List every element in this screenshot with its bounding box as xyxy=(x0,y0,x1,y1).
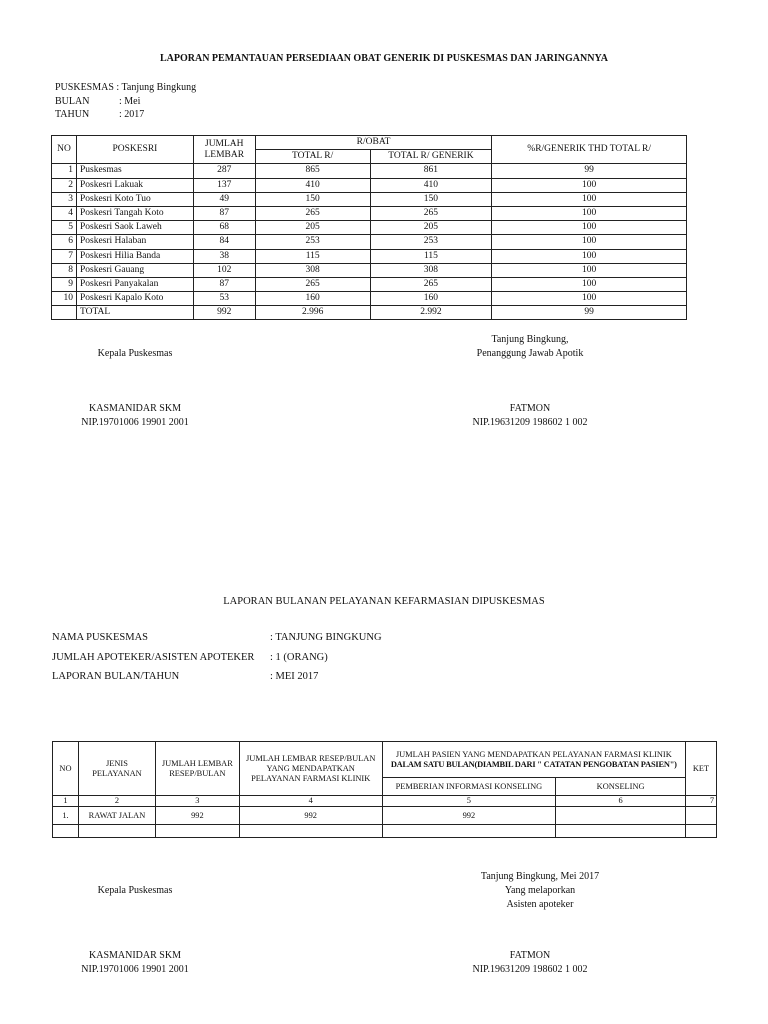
cell-no: 5 xyxy=(52,221,77,235)
table-row xyxy=(52,263,687,277)
cell-generik: 205 xyxy=(370,221,492,235)
table-row xyxy=(52,178,687,192)
cell-name: Poskesri Hilia Banda xyxy=(76,249,193,263)
cell-pct: 100 xyxy=(492,263,687,277)
cell-total: 150 xyxy=(255,192,370,206)
r1-right-name: FATMON xyxy=(509,403,551,414)
cell-name: Poskesri Tangah Koto xyxy=(76,206,193,220)
cell-name: Poskesri Kapalo Koto xyxy=(76,292,193,306)
header-total-r-generik: TOTAL R/ GENERIK xyxy=(370,150,492,164)
tahun-label: TAHUN xyxy=(55,109,90,121)
cell-lembar: 68 xyxy=(193,221,255,235)
cell-jenis: RAWAT JALAN xyxy=(78,807,155,825)
cell-total: 410 xyxy=(255,178,370,192)
cell-no: 10 xyxy=(52,292,77,306)
cell-lembar: 287 xyxy=(193,164,255,178)
cell-konseling xyxy=(556,807,686,825)
r1-left-role: Kepala Puskesmas xyxy=(97,348,173,359)
cell-no: 8 xyxy=(52,263,77,277)
h-pasien xyxy=(382,742,685,778)
puskesmas-value: : Tanjung Bingkung xyxy=(116,82,197,93)
h-jenis: JENIS PELAYANAN xyxy=(78,742,155,796)
table-row xyxy=(52,192,687,206)
r2-right-nip: NIP.19631209 198602 1 002 xyxy=(472,964,588,975)
report1-title: LAPORAN PEMANTAUAN PERSEDIAAN OBAT GENERIK DI PUSKESMAS DAN JARINGANNYA xyxy=(159,53,608,64)
cell-lembar: 84 xyxy=(193,235,255,249)
cell-pct: 100 xyxy=(492,221,687,235)
jumlah-label: JUMLAH APOTEKER/ASISTEN APOTEKER xyxy=(52,651,255,663)
r1-right-nip: NIP.19631209 198602 1 002 xyxy=(472,417,588,428)
cell-no: 1. xyxy=(53,807,79,825)
laporan-label: LAPORAN BULAN/TAHUN xyxy=(52,671,180,682)
colnum: 4 xyxy=(239,796,382,807)
table-row xyxy=(52,277,687,291)
cell-name: TOTAL xyxy=(76,306,193,320)
cell-total: 115 xyxy=(255,249,370,263)
obat-generik-table xyxy=(51,135,687,320)
cell-no: 1 xyxy=(52,164,77,178)
cell-total: 308 xyxy=(255,263,370,277)
cell-name: Poskesri Halaban xyxy=(76,235,193,249)
cell-total: 253 xyxy=(255,235,370,249)
cell-pct: 100 xyxy=(492,235,687,249)
cell-pio: 992 xyxy=(382,807,556,825)
h-no: NO xyxy=(53,742,79,796)
bulan-value: : Mei xyxy=(119,95,141,107)
table-row xyxy=(52,164,687,178)
cell-no: 9 xyxy=(52,277,77,291)
bulan-label: BULAN xyxy=(55,95,90,107)
r1-left-name: KASMANIDAR SKM xyxy=(89,403,181,414)
cell-name: Poskesri Saok Laweh xyxy=(76,221,193,235)
cell-no: 2 xyxy=(52,178,77,192)
cell-lembar: 53 xyxy=(193,292,255,306)
header-jumlah-lembar: JUMLAH LEMBAR xyxy=(193,136,255,164)
r1-right-role: Penanggung Jawab Apotik xyxy=(476,348,584,359)
table-header-row xyxy=(53,742,717,778)
cell-total: 265 xyxy=(255,277,370,291)
cell-pct: 100 xyxy=(492,192,687,206)
r2-right-role2: Asisten apoteker xyxy=(506,899,574,910)
h-ket: KET xyxy=(685,742,716,796)
cell-lembar: 49 xyxy=(193,192,255,206)
cell-generik: 2.992 xyxy=(370,306,492,320)
report2-info xyxy=(52,628,382,687)
cell-no: 4 xyxy=(52,206,77,220)
table-row xyxy=(52,249,687,263)
cell-klinik: 992 xyxy=(239,807,382,825)
cell-pct: 100 xyxy=(492,292,687,306)
h-lembar-klinik: JUMLAH LEMBAR RESEP/BULAN YANG MENDAPATKAN PELAYANAN FARMASI KLINIK xyxy=(239,742,382,796)
cell-name: Poskesri Panyakalan xyxy=(76,277,193,291)
cell-name: Poskesri Lakuak xyxy=(76,178,193,192)
colnum: 1 xyxy=(53,796,79,807)
cell-total: 160 xyxy=(255,292,370,306)
cell-generik: 160 xyxy=(370,292,492,306)
table-row-empty xyxy=(53,825,717,838)
r2-right-place: Tanjung Bingkung, Mei 2017 xyxy=(480,871,600,882)
h-pasien-sub: DALAM SATU BULAN(DIAMBIL DARI " CATATAN PENGOBATAN PASIEN") xyxy=(390,759,677,769)
cell-generik: 115 xyxy=(370,249,492,263)
cell-lembar: 992 xyxy=(193,306,255,320)
jumlah-value: : 1 (ORANG) xyxy=(270,651,328,663)
table-header-row xyxy=(52,136,687,150)
r2-right-role1: Yang melaporkan xyxy=(504,885,576,896)
cell-lembar: 992 xyxy=(155,807,239,825)
h-pasien-title: JUMLAH PASIEN YANG MENDAPATKAN PELAYANAN FARMASI KLINIK xyxy=(395,749,672,759)
cell-pct: 99 xyxy=(492,164,687,178)
cell-generik: 253 xyxy=(370,235,492,249)
cell-generik: 410 xyxy=(370,178,492,192)
cell-generik: 861 xyxy=(370,164,492,178)
cell-total: 265 xyxy=(255,206,370,220)
cell-lembar: 102 xyxy=(193,263,255,277)
header-poskesri: POSKESRI xyxy=(76,136,193,164)
table-row xyxy=(52,235,687,249)
colnum: 3 xyxy=(155,796,239,807)
cell-total: 2.996 xyxy=(255,306,370,320)
cell-lembar: 137 xyxy=(193,178,255,192)
cell-lembar: 38 xyxy=(193,249,255,263)
cell-generik: 308 xyxy=(370,263,492,277)
table-row xyxy=(52,206,687,220)
header-pct: %R/GENERIK THD TOTAL R/ xyxy=(492,136,687,164)
cell-total: 865 xyxy=(255,164,370,178)
cell-generik: 265 xyxy=(370,206,492,220)
cell-name: Poskesri Koto Tuo xyxy=(76,192,193,206)
report1-info xyxy=(55,81,196,122)
cell-no: 7 xyxy=(52,249,77,263)
colnum: 6 xyxy=(556,796,686,807)
tahun-value: : 2017 xyxy=(119,109,145,121)
h-konseling: KONSELING xyxy=(556,778,686,796)
colnum: 7 xyxy=(685,796,716,807)
cell-pct: 100 xyxy=(492,277,687,291)
cell-pct: 100 xyxy=(492,249,687,263)
pelayanan-table xyxy=(52,741,717,838)
cell-no: 3 xyxy=(52,192,77,206)
nama-label: NAMA PUSKESMAS xyxy=(52,632,148,643)
cell-pct: 100 xyxy=(492,206,687,220)
table-row xyxy=(53,807,717,825)
colnum-row xyxy=(53,796,717,807)
table-body xyxy=(52,164,687,320)
r2-left-name: KASMANIDAR SKM xyxy=(89,950,181,961)
table-row xyxy=(52,221,687,235)
cell-no xyxy=(52,306,77,320)
h-pio: PEMBERIAN INFORMASI KONSELING xyxy=(382,778,556,796)
report2-title: LAPORAN BULANAN PELAYANAN KEFARMASIAN DIPUSKESMAS xyxy=(223,596,545,607)
laporan-value: : MEI 2017 xyxy=(270,671,319,682)
header-robat: R/OBAT xyxy=(255,136,492,150)
table-row xyxy=(52,292,687,306)
cell-pct: 99 xyxy=(492,306,687,320)
total-row xyxy=(52,306,687,320)
header-no: NO xyxy=(52,136,77,164)
r1-left-nip: NIP.19701006 19901 2001 xyxy=(81,417,189,428)
cell-no: 6 xyxy=(52,235,77,249)
cell-ket xyxy=(685,807,716,825)
colnum: 5 xyxy=(382,796,556,807)
header-total-r: TOTAL R/ xyxy=(255,150,370,164)
r2-right-name: FATMON xyxy=(509,950,551,961)
r1-right-place: Tanjung Bingkung, xyxy=(491,334,569,345)
cell-lembar: 87 xyxy=(193,277,255,291)
colnum: 2 xyxy=(78,796,155,807)
puskesmas-label: PUSKESMAS xyxy=(55,82,114,93)
r2-left-nip: NIP.19701006 19901 2001 xyxy=(81,964,189,975)
cell-name: Puskesmas xyxy=(76,164,193,178)
nama-value: : TANJUNG BINGKUNG xyxy=(270,632,382,643)
cell-pct: 100 xyxy=(492,178,687,192)
h-lembar: JUMLAH LEMBAR RESEP/BULAN xyxy=(155,742,239,796)
cell-lembar: 87 xyxy=(193,206,255,220)
cell-name: Poskesri Gauang xyxy=(76,263,193,277)
cell-generik: 150 xyxy=(370,192,492,206)
r2-left-role: Kepala Puskesmas xyxy=(97,885,173,896)
cell-total: 205 xyxy=(255,221,370,235)
cell-generik: 265 xyxy=(370,277,492,291)
